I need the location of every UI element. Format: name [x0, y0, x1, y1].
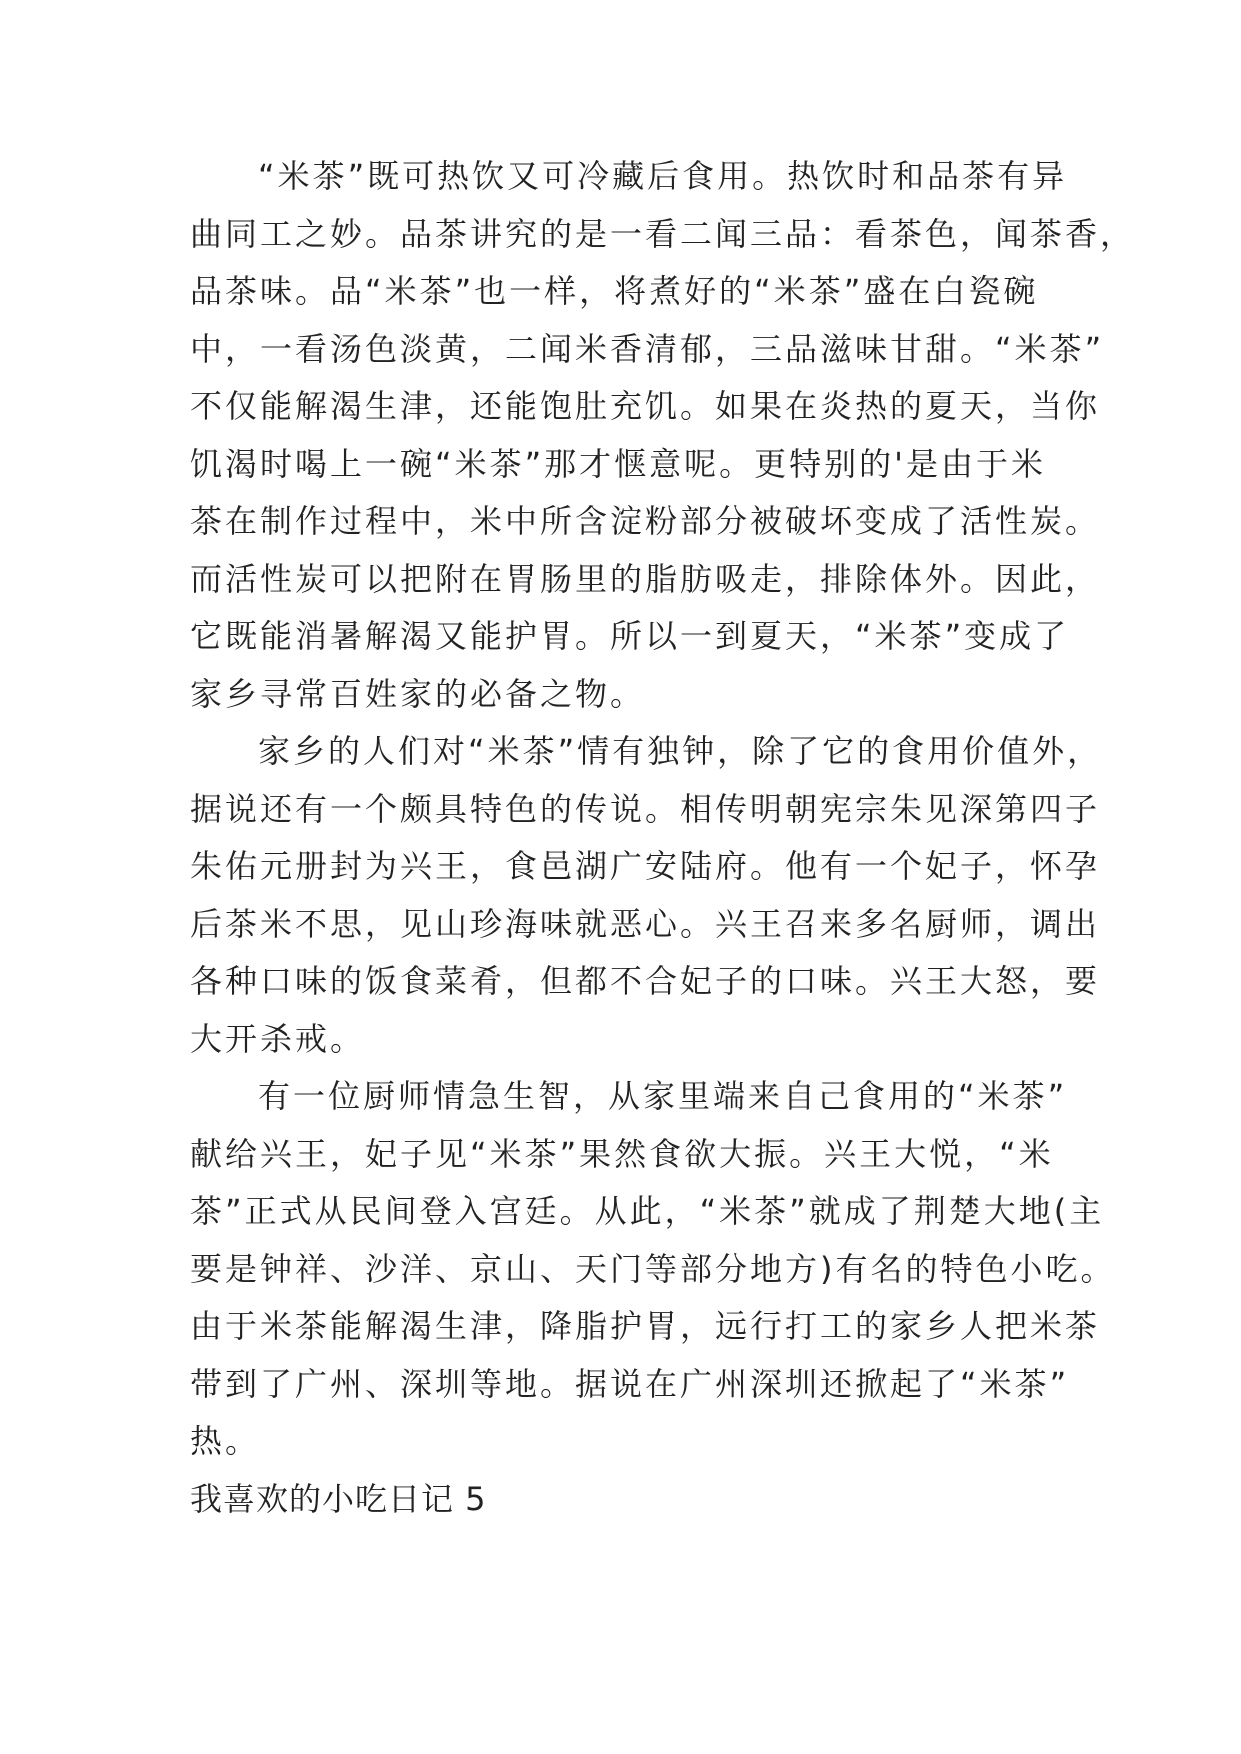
- document-body: [190, 148, 1136, 1528]
- paragraph-1: [190, 148, 1136, 723]
- paragraph-2: [190, 723, 1103, 1068]
- paragraph-line: 各种口味的饭食菜肴，但都不合妃子的口味。兴王大怒，要: [190, 962, 1101, 1000]
- paragraph-line: 茶”正式从民间登入宫廷。从此，“米茶”就成了荆楚大地(主: [190, 1192, 1105, 1230]
- paragraph-line: 中，一看汤色淡黄，二闻米香清郁，三品滋味甘甜。“米茶”: [190, 329, 1105, 368]
- paragraph-line: 不仅能解渴生津，还能饱肚充饥。如果在炎热的夏天，当你: [190, 387, 1101, 425]
- paragraph-line: 曲同工之妙。品茶讲究的是一看二闻三品：看茶色，闻茶香，: [190, 214, 1136, 253]
- paragraph-line: 品茶味。品“米茶”也一样，将煮好的“米茶”盛在白瓷碗: [190, 272, 1039, 310]
- paragraph-line: “米茶”既可热饮又可冷藏后食用。热饮时和品茶有异: [258, 157, 1068, 195]
- paragraph-line: 带到了广州、深圳等地。据说在广州深圳还掀起了“米茶”: [190, 1364, 1070, 1403]
- paragraph-line: 茶在制作过程中，米中所含淀粉部分被破坏变成了活性炭。: [190, 502, 1101, 540]
- paragraph-3: [190, 1068, 1116, 1471]
- paragraph-line: 有一位厨师情急生智，从家里端来自己食用的“米茶”: [258, 1077, 1068, 1115]
- paragraph-line: 要是钟祥、沙洋、京山、天门等部分地方)有名的特色小吃。: [190, 1249, 1116, 1288]
- paragraph-line: 据说还有一个颇具特色的传说。相传明朝宪宗朱见深第四子: [190, 789, 1101, 828]
- paragraph-line: 饥渴时喝上一碗“米茶”那才惬意呢。更特别的'是由于米: [190, 444, 1046, 483]
- paragraph-line: 朱佑元册封为兴王，食邑湖广安陆府。他有一个妃子，怀孕: [190, 847, 1101, 885]
- paragraph-line: 而活性炭可以把附在胃肠里的脂肪吸走，排除体外。因此，: [190, 559, 1101, 598]
- paragraph-line: 献给兴王，妃子见“米茶”果然食欲大振。兴王大悦，“米: [190, 1134, 1054, 1173]
- paragraph-line: 家乡寻常百姓家的必备之物。: [190, 674, 646, 713]
- paragraph-line: 它既能消暑解渴又能护胃。所以一到夏天，“米茶”变成了: [190, 617, 1070, 655]
- paragraph-line: 热。: [190, 1422, 261, 1460]
- paragraph-line: 由于米茶能解渴生津，降脂护胃，远行打工的家乡人把米茶: [190, 1307, 1101, 1345]
- paragraph-line: 家乡的人们对“米茶”情有独钟，除了它的食用价值外，: [258, 732, 1103, 770]
- paragraph-line: 大开杀戒。: [190, 1019, 366, 1058]
- paragraph-line: 后茶米不思，见山珍海味就恶心。兴王召来多名厨师，调出: [190, 904, 1101, 943]
- section-heading: 我喜欢的小吃日记 5: [190, 1479, 487, 1518]
